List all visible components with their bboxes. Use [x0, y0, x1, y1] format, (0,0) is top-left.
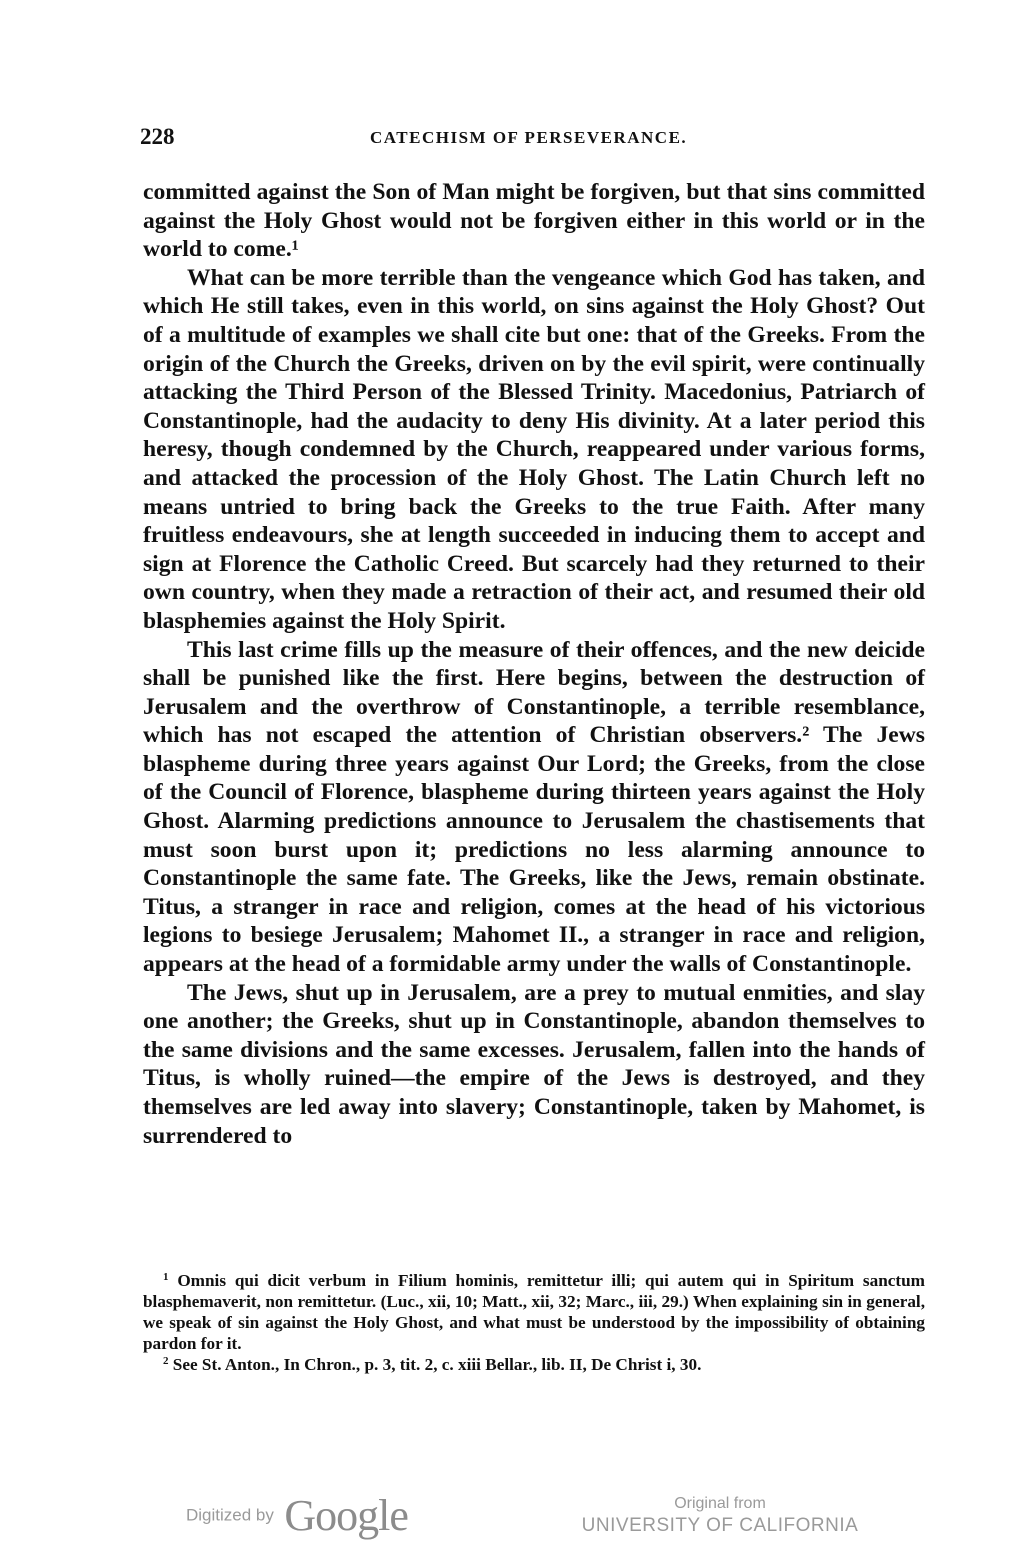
- page-number: 228: [140, 124, 175, 149]
- footnote-marker: 2: [163, 1355, 169, 1367]
- body-text: [143, 178, 925, 1150]
- running-title: CATECHISM OF PERSEVERANCE.: [370, 128, 688, 147]
- google-logo: Google: [284, 1491, 408, 1540]
- digitized-by-watermark: [186, 1490, 408, 1541]
- digitized-by-label: Digitized by: [186, 1505, 274, 1525]
- paragraph-3: This last crime fills up the measure of their offences, and the new deicide shall be punished like the first. Here begins, between the destruction of Jerusalem and the overthrow of Constantinople, a terrible resemblance, which has not escaped the attention of Christian observers.² The Jews blaspheme during three years against Our Lord; the Greeks, from the close of the Council of Florence, blaspheme during thirteen years against the Holy Ghost. Alarming predictions announce to Jerusalem the chastisements that must soon burst upon it; predictions no less alarming announce to Constantinople the same fate. The Greeks, like the Jews, remain obstinate. Titus, a stranger in race and religion, comes at the head of his victorious legions to besiege Jerusalem; Mahomet II., a stranger in race and religion, appears at the head of a formidable army under the walls of Constantinople.: [143, 636, 925, 978]
- institution-label: UNIVERSITY OF CALIFORNIA: [581, 1515, 859, 1536]
- original-from-label: Original from: [674, 1495, 766, 1512]
- paragraph-1: committed against the Son of Man might be forgiven, but that sins committed against the Holy Ghost would not be forgiven either in this world or in the world to come.¹: [143, 179, 925, 263]
- footnote-2: [143, 1354, 925, 1375]
- footnote-marker: 1: [163, 1271, 169, 1283]
- footnote-text: Omnis qui dicit verbum in Filium hominis, remittetur illi; qui autem qui in Spiritum sanctum blasphemaverit, non remittetur. (Luc., xii, 10; Matt., xii, 32; Marc., iii, 29.) When explaining sin in general, we speak of sin against the Holy Ghost, and what must be understood by the impossibility of obtaining pardon for it.: [143, 1271, 925, 1353]
- footnote-text: See St. Anton., In Chron., p. 3, tit. 2, c. xiii Bellar., lib. II, De Christ i, 30.: [172, 1355, 702, 1374]
- page-header: [140, 124, 924, 154]
- paragraph-2: What can be more terrible than the vengeance which God has taken, and which He still takes, even in this world, on sins against the Holy Ghost? Out of a multitude of examples we shall cite but one: that of the Greeks. From the origin of the Church the Greeks, driven on by the evil spirit, were continually attacking the Third Person of the Blessed Trinity. Macedonius, Patriarch of Constantinople, had the audacity to deny His divinity. At a later period this heresy, though condemned by the Church, reappeared under various forms, and attacked the procession of the Holy Ghost. The Latin Church left no means untried to bring back the Greeks to the true Faith. After many fruitless endeavours, she at length succeeded in inducing them to accept and sign at Florence the Catholic Creed. But scarcely had they returned to their own country, when they made a retraction of their act, and resumed their old blasphemies against the Holy Spirit.: [143, 264, 925, 634]
- footnote-1: [143, 1270, 925, 1354]
- original-from-watermark: [580, 1494, 860, 1538]
- paragraph-4: The Jews, shut up in Jerusalem, are a prey to mutual enmities, and slay one another; the Greeks, shut up in Constantinople, abandon themselves to the same divisions and the same excesses. Jerusalem, fallen into the hands of Titus, is wholly ruined—the empire of the Jews is destroyed, and they themselves are led away into slavery; Constantinople, taken by Mahomet, is surrendered to: [143, 979, 925, 1149]
- footnotes: [143, 1270, 925, 1375]
